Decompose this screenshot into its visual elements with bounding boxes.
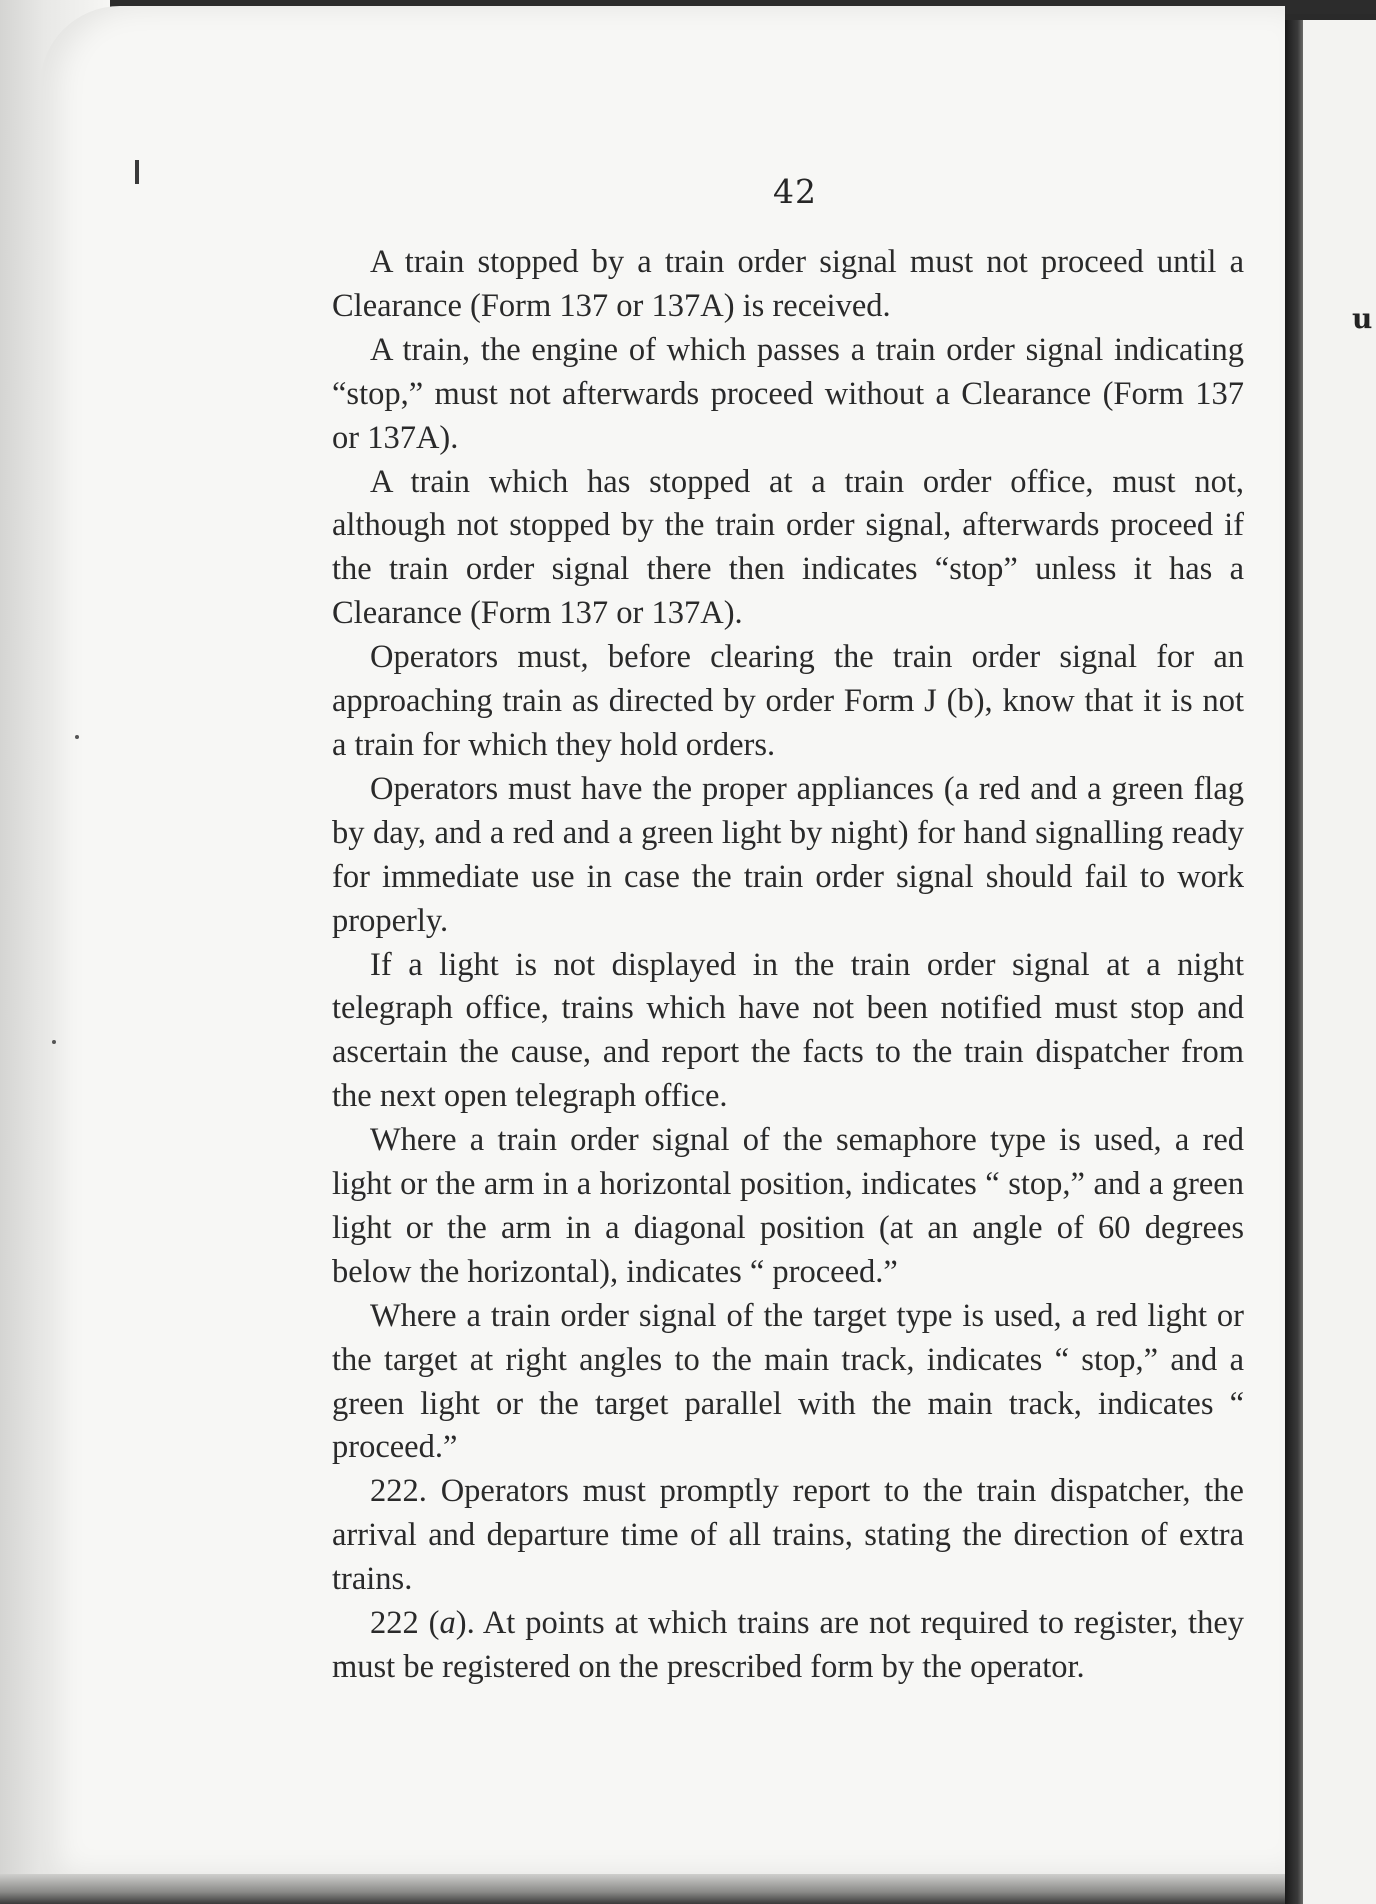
paragraph-rule-222a (332, 1602, 1244, 1690)
paragraph: A train, the engine of which passes a train order signal indicating “stop,” must not afterwards proceed without a Clearance (Form 137 or 137A). (332, 331, 1244, 456)
paragraph: A train stopped by a train order signal must not proceed until a Clearance (Form 137 or 137A) is received. (332, 244, 1244, 324)
next-page-text-fragment: u (1352, 302, 1373, 335)
scan-speck (75, 735, 79, 739)
scan-speck (52, 1040, 56, 1044)
paragraph-rule-222: 222. Operators must promptly report to the train dispatcher, the arrival and departure time of all trains, stating the direction of extra trains. (332, 1473, 1244, 1598)
rule-text: ). At points at which trains are not required to register, they must be registered on the prescribed form by the operator. (332, 1605, 1245, 1685)
rule-number-prefix: 222 ( (370, 1605, 440, 1642)
paragraph: Where a train order signal of the semaphore type is used, a red light or the arm in a horizontal position, indicates “ stop,” and a green light or the arm in a diagonal position (at an angle of 60 degrees below the horizontal), indicates “ proceed.” (332, 1122, 1244, 1290)
page-fold-shadow (1285, 20, 1303, 1904)
paragraph: Operators must have the proper appliances (a red and a green flag by day, and a red and a green light by night) for hand signalling ready for immediate use in case the train order signal should fail to work properly. (332, 770, 1244, 939)
paragraph: Operators must, before clearing the train order signal for an approaching train as directed by order Form J (b), know that it is not a train for which they hold orders. (332, 639, 1244, 763)
page-body-text (332, 241, 1244, 1690)
page-number: 42 (773, 172, 817, 211)
paragraph: A train which has stopped at a train order office, must not, although not stopped by the train order signal, afterwards proceed if the train order signal there then indicates “stop” unless it has a Clearance (Form 137 or 137A). (332, 463, 1244, 632)
paragraph: If a light is not displayed in the train order signal at a night telegraph office, trains which have not been notified must stop and ascertain the cause, and report the facts to the train dispatcher from the next open telegraph office. (332, 946, 1244, 1115)
paragraph: Where a train order signal of the target type is used, a red light or the target at right angles to the main track, indicates “ stop,” and a green light or the target parallel with the main track, indicates “ proceed.” (332, 1297, 1244, 1466)
rule-letter: a (439, 1605, 456, 1642)
page-bottom-edge (0, 1874, 1300, 1904)
